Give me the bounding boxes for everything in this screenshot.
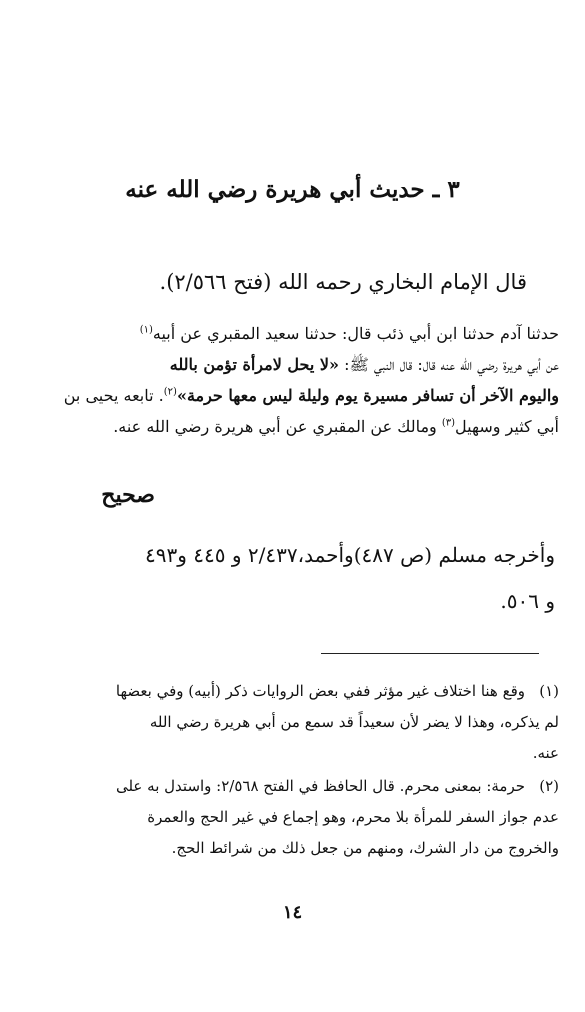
- takhrij-line-1: وأخرجه مسلم (ص ٤٨٧)وأحمد،٢/٤٣٧ و ٤٤٥ و٤٩٣: [145, 543, 555, 567]
- page-number: ١٤: [282, 902, 303, 923]
- footnote-1-line-3: عنه.: [532, 744, 559, 762]
- footnote-divider: [321, 653, 539, 654]
- footnote-2: [20, 771, 559, 864]
- hadith-line-3: [20, 380, 559, 411]
- footnote-1-line-1: [20, 676, 559, 707]
- footnote-2-line-1: [20, 771, 559, 802]
- hadith-line-3-tail: . تابعه يحيى بن: [63, 386, 164, 405]
- footnote-1: [20, 676, 559, 769]
- hadith-quote-end: واليوم الآخر أن تسافر مسيرة يوم وليلة ليس معها حرمة»: [176, 386, 559, 405]
- hadith-quote-start: «لا يحل لامرأة تؤمن بالله: [169, 355, 339, 374]
- footnote-marker-1: (١): [139, 324, 153, 336]
- hadith-line-1: [20, 318, 559, 349]
- takhrij-text: [20, 532, 555, 624]
- hadith-line-4: [20, 411, 559, 442]
- footnote-2-line-2: عدم جواز السفر للمرأة بلا محرم، وهو إجماع في غير الحج والعمرة: [147, 808, 559, 826]
- footnote-marker-3: (٣): [441, 417, 456, 429]
- footnote-1-number: (١): [539, 682, 559, 700]
- footnote-1-line-1-text: وقع هنا اختلاف غير مؤثر ففي بعض الروايات ذكر (أبيه) وفي بعضها: [115, 682, 525, 700]
- footnotes: [20, 676, 559, 866]
- source-intro: قال الإمام البخاري رحمه الله (فتح ٢/٥٦٦).: [159, 270, 527, 294]
- footnote-2-line-1-text: حرمة: بمعنى محرم. قال الحافظ في الفتح ٢/٥٦٨: واستدل به على: [115, 777, 525, 795]
- hadith-line-2-intro: عن أبي هريرة رضي الله عنه قال: قال النبي ﷺ:: [338, 355, 559, 374]
- footnote-1-line-2: لم يذكره، وهذا لا يضر لأن سعيداً قد سمع من أبي هريرة رضي الله: [149, 713, 559, 731]
- hadith-line-4-start: أبي كثير وسهيل: [455, 417, 559, 436]
- hadith-grade: صحيح: [101, 482, 155, 508]
- hadith-line-4-end: ومالك عن المقبري عن أبي هريرة رضي الله عنه.: [113, 417, 442, 436]
- hadith-heading: ٣ ـ حديث أبي هريرة رضي الله عنه: [125, 176, 460, 203]
- footnote-2-line-3: والخروج من دار الشرك، ومنهم من جعل ذلك من شرائط الحج.: [171, 839, 559, 857]
- takhrij-line-2: و ٥٠٦.: [500, 589, 555, 613]
- footnote-marker-2: (٢): [163, 386, 177, 398]
- hadith-line-1-text: حدثنا آدم حدثنا ابن أبي ذئب قال: حدثنا سعيد المقبري عن أبيه: [152, 324, 559, 343]
- hadith-text: [20, 318, 559, 442]
- hadith-line-2: [20, 349, 559, 380]
- footnote-2-number: (٢): [539, 777, 559, 795]
